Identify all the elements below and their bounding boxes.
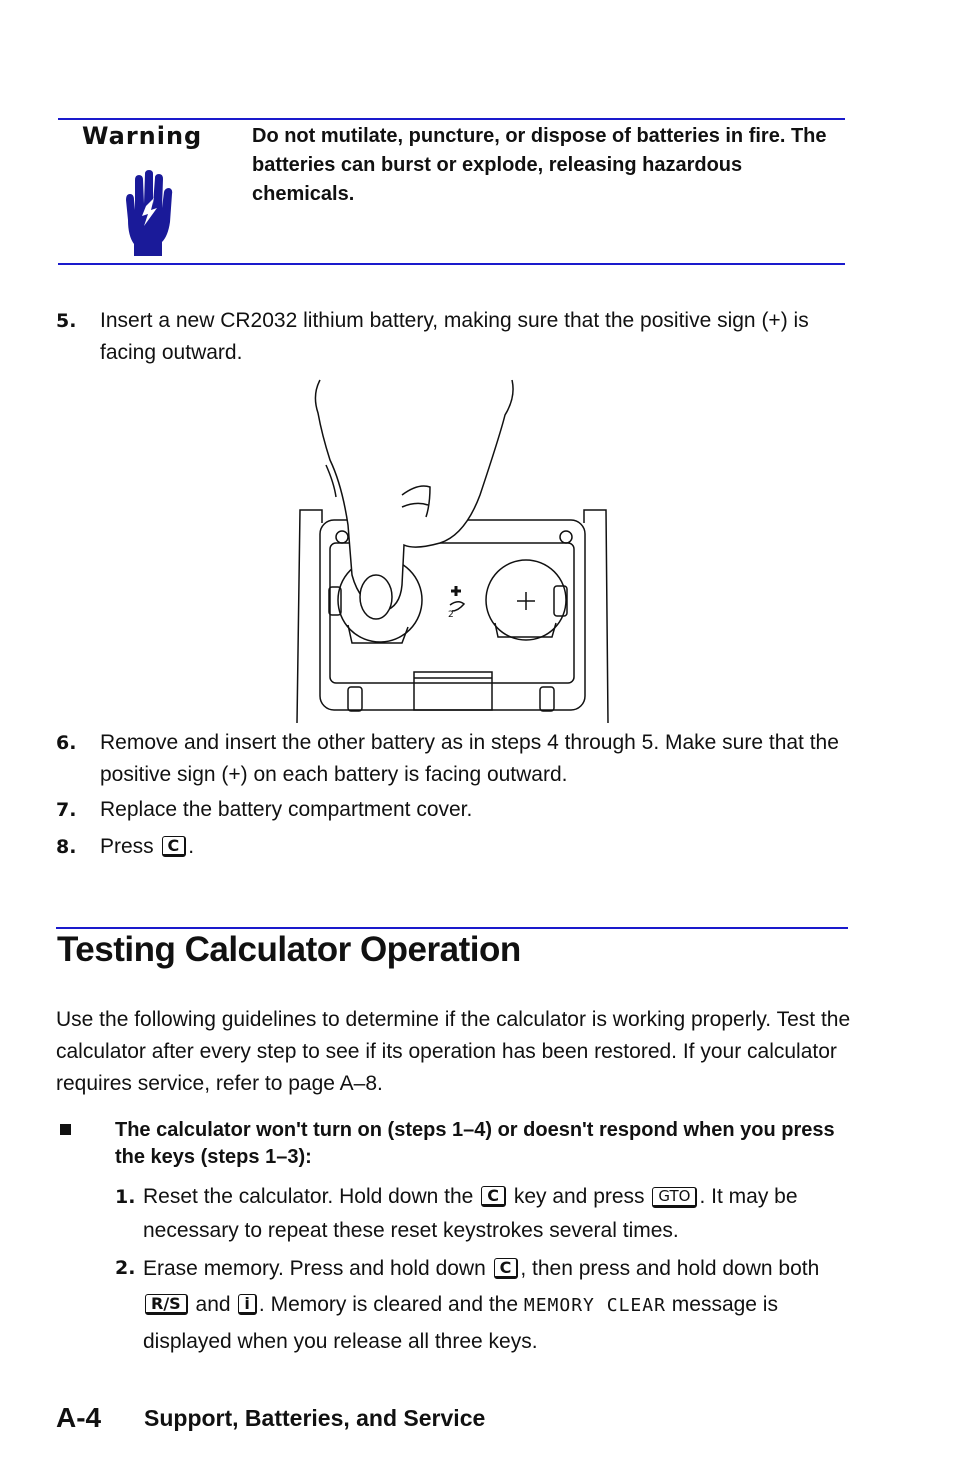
rs-key: R/S (145, 1294, 188, 1315)
substep-text-part: key and press (513, 1185, 645, 1208)
footer-chapter-title: Support, Batteries, and Service (144, 1405, 486, 1431)
i-key: i (238, 1294, 256, 1315)
substep-1 (115, 1180, 855, 1248)
section-rule (56, 927, 848, 929)
battery-illustration (290, 375, 620, 727)
bullet-square-icon (60, 1124, 71, 1135)
substep-text-part: and (195, 1293, 231, 1316)
step-text: Insert a new CR2032 lithium battery, making sure that the positive sign (+) is facing outward. (100, 309, 809, 364)
substep-text-part: message is displayed when you release all three keys. (143, 1293, 778, 1353)
step-8 (56, 831, 856, 863)
substep-2 (115, 1251, 855, 1355)
step-text (100, 831, 194, 863)
lcd-message: MEMORY CLEAR (523, 1295, 666, 1316)
warning-bottom-rule (58, 263, 845, 265)
substep-text (143, 1251, 843, 1360)
step-text-before: Press (100, 835, 154, 858)
bullet-heading: The calculator won't turn on (steps 1–4) or doesn't respond when you press the keys (steps 1–3): (115, 1119, 835, 1168)
section-title: Testing Calculator Operation (57, 930, 521, 969)
substep-text-part: Reset the calculator. Hold down the (143, 1185, 474, 1208)
substep-number: 1. (115, 1186, 136, 1208)
step-text: Replace the battery compartment cover. (100, 798, 473, 821)
warning-label: Warning (82, 122, 203, 150)
step-text-after: . (188, 835, 195, 858)
battery-small-label: 2 (448, 610, 454, 620)
substep-text-part: . Memory is cleared and the (258, 1293, 519, 1316)
c-key: C (162, 836, 187, 857)
substep-text-part: , then press and hold down both (520, 1257, 820, 1280)
substep-text-part: . It may be necessary to repeat these reset keystrokes several times. (143, 1185, 798, 1242)
step-number: 5. (56, 310, 77, 332)
section-intro: Use the following guidelines to determine if the calculator is working properly. Test the calculator after every step to see if its operation has been restored. If your calculator requires service, refer to page A–8. (56, 1008, 851, 1095)
step-text: Remove and insert the other battery as in steps 4 through 5. Make sure that the positive sign (+) on each battery is facing outward. (100, 731, 839, 786)
hand-warning-icon (120, 170, 176, 256)
warning-text: Do not mutilate, puncture, or dispose of batteries in fire. The batteries can burst or explode, releasing hazardous chemicals. (252, 125, 827, 205)
warning-top-rule (58, 118, 845, 120)
footer-page-number: A-4 (56, 1402, 102, 1433)
step-number: 8. (56, 836, 77, 858)
substep-text-part: Erase memory. Press and hold down (143, 1257, 486, 1280)
step-number: 6. (56, 732, 77, 754)
step-7 (56, 794, 856, 826)
gto-key: GTO (652, 1187, 697, 1208)
substep-number: 2. (115, 1257, 136, 1279)
c-key: C (481, 1186, 506, 1207)
step-number: 7. (56, 799, 77, 821)
substep-text (143, 1180, 843, 1248)
c-key: C (494, 1258, 519, 1279)
step-6 (56, 727, 856, 791)
step-5 (56, 305, 846, 369)
